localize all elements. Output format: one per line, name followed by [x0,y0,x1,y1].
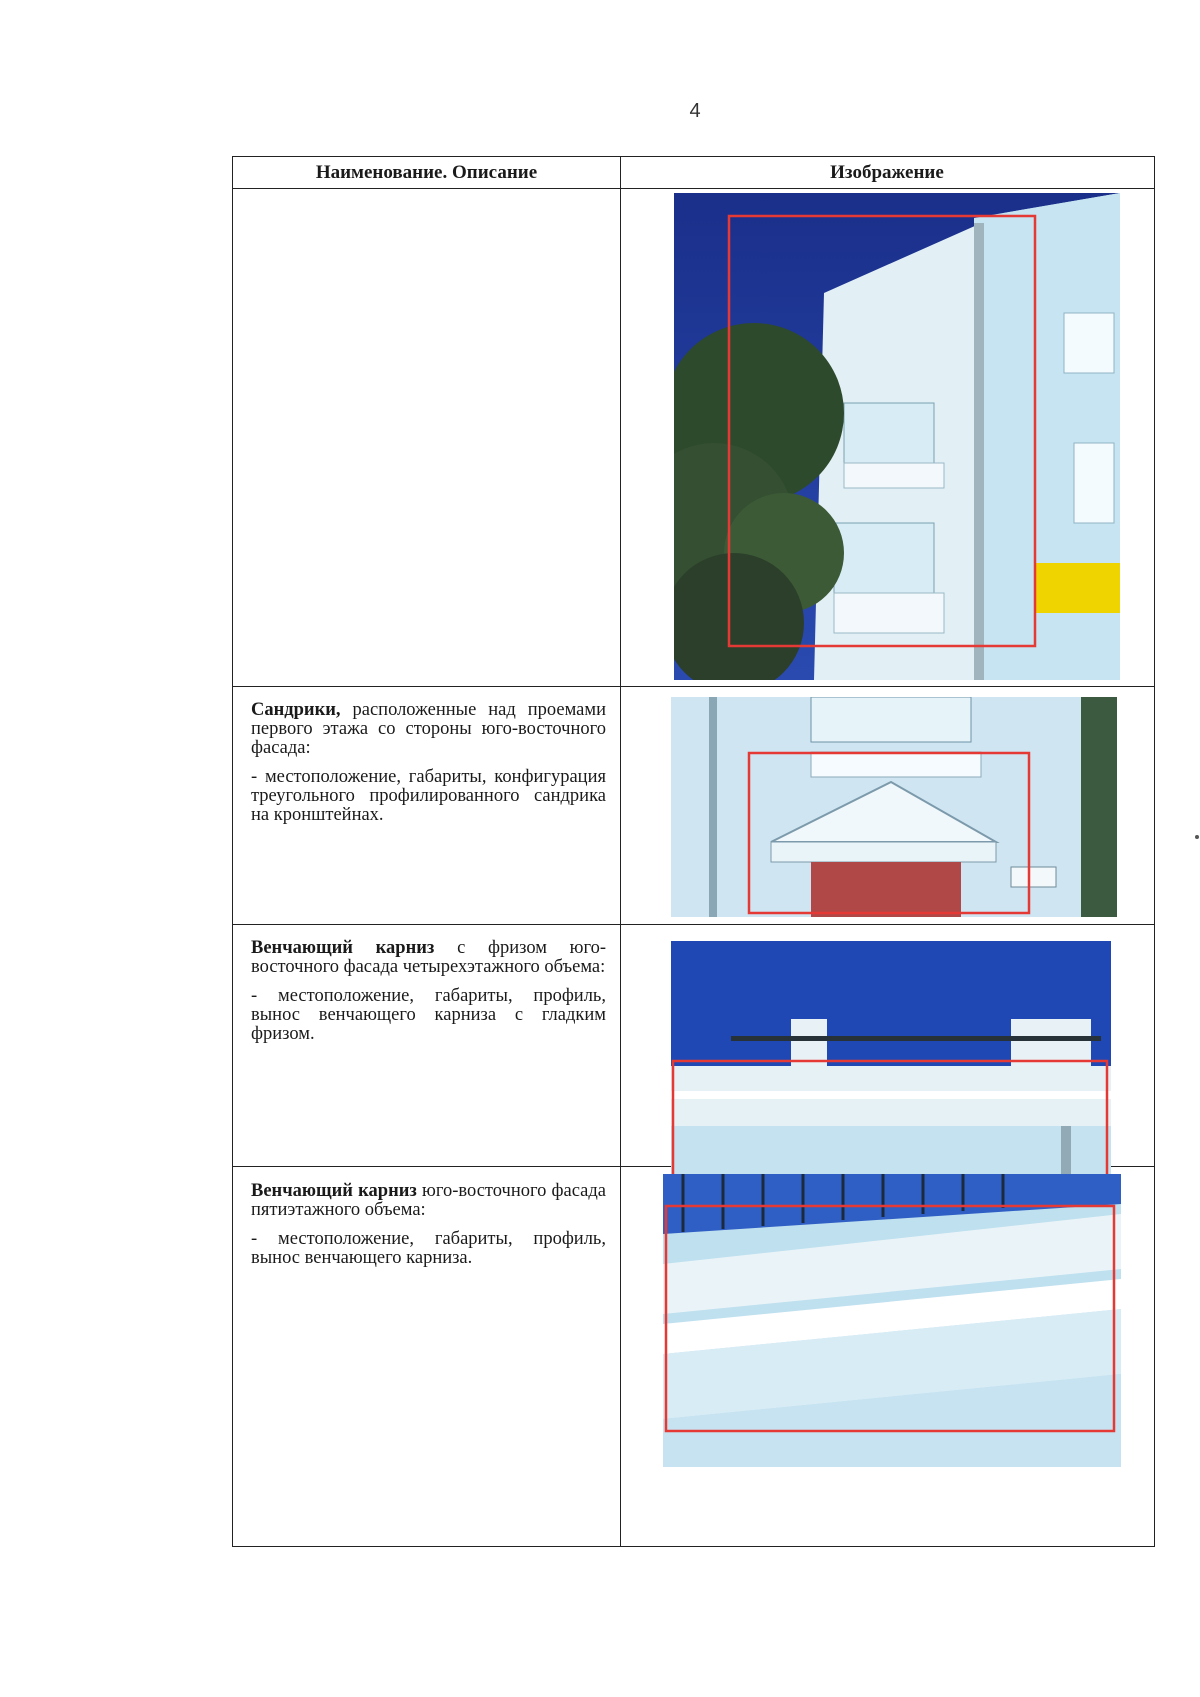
row-4-item: - местоположение, габариты, профиль, вынос венчающего карниза. [251,1229,606,1268]
row-4-title-bold: Венчающий карниз [251,1181,417,1201]
row-divider [233,686,1154,687]
row-3-title-bold: Венчающий карниз [251,938,435,958]
row-3-description [251,939,606,1054]
cornice-photo [663,1174,1121,1467]
row-divider [233,188,1154,189]
row-3-item: - местоположение, габариты, профиль, вынос венчающего карниза с гладким фризом. [251,986,606,1044]
building-facade-photo [674,193,1120,680]
header-image: Изображение [830,161,944,183]
row-4-description [251,1182,606,1278]
row-2-item: - местоположение, габариты, конфигурация треугольного профилированного сандрика на кронштейнах. [251,767,606,825]
row-4-title-text: юго-восточного фасада пятиэтажного объема: [251,1181,606,1220]
row-3-title-text: с фризом юго-восточного фасада четырехэтажного объема: [251,938,607,977]
row-divider [233,924,1154,925]
sandrik-photo [671,697,1117,917]
scan-speck [1195,835,1199,839]
page-number: 4 [689,100,701,122]
row-2-title-text: расположенные над проемами первого этажа со стороны юго-восточного фасада: [251,700,606,758]
column-divider [620,157,621,1546]
header-name: Наименование. Описание [315,161,538,183]
description-table [232,156,1155,1547]
row-2-description [251,701,606,835]
row-2-title-bold: Сандрики, [251,700,341,720]
